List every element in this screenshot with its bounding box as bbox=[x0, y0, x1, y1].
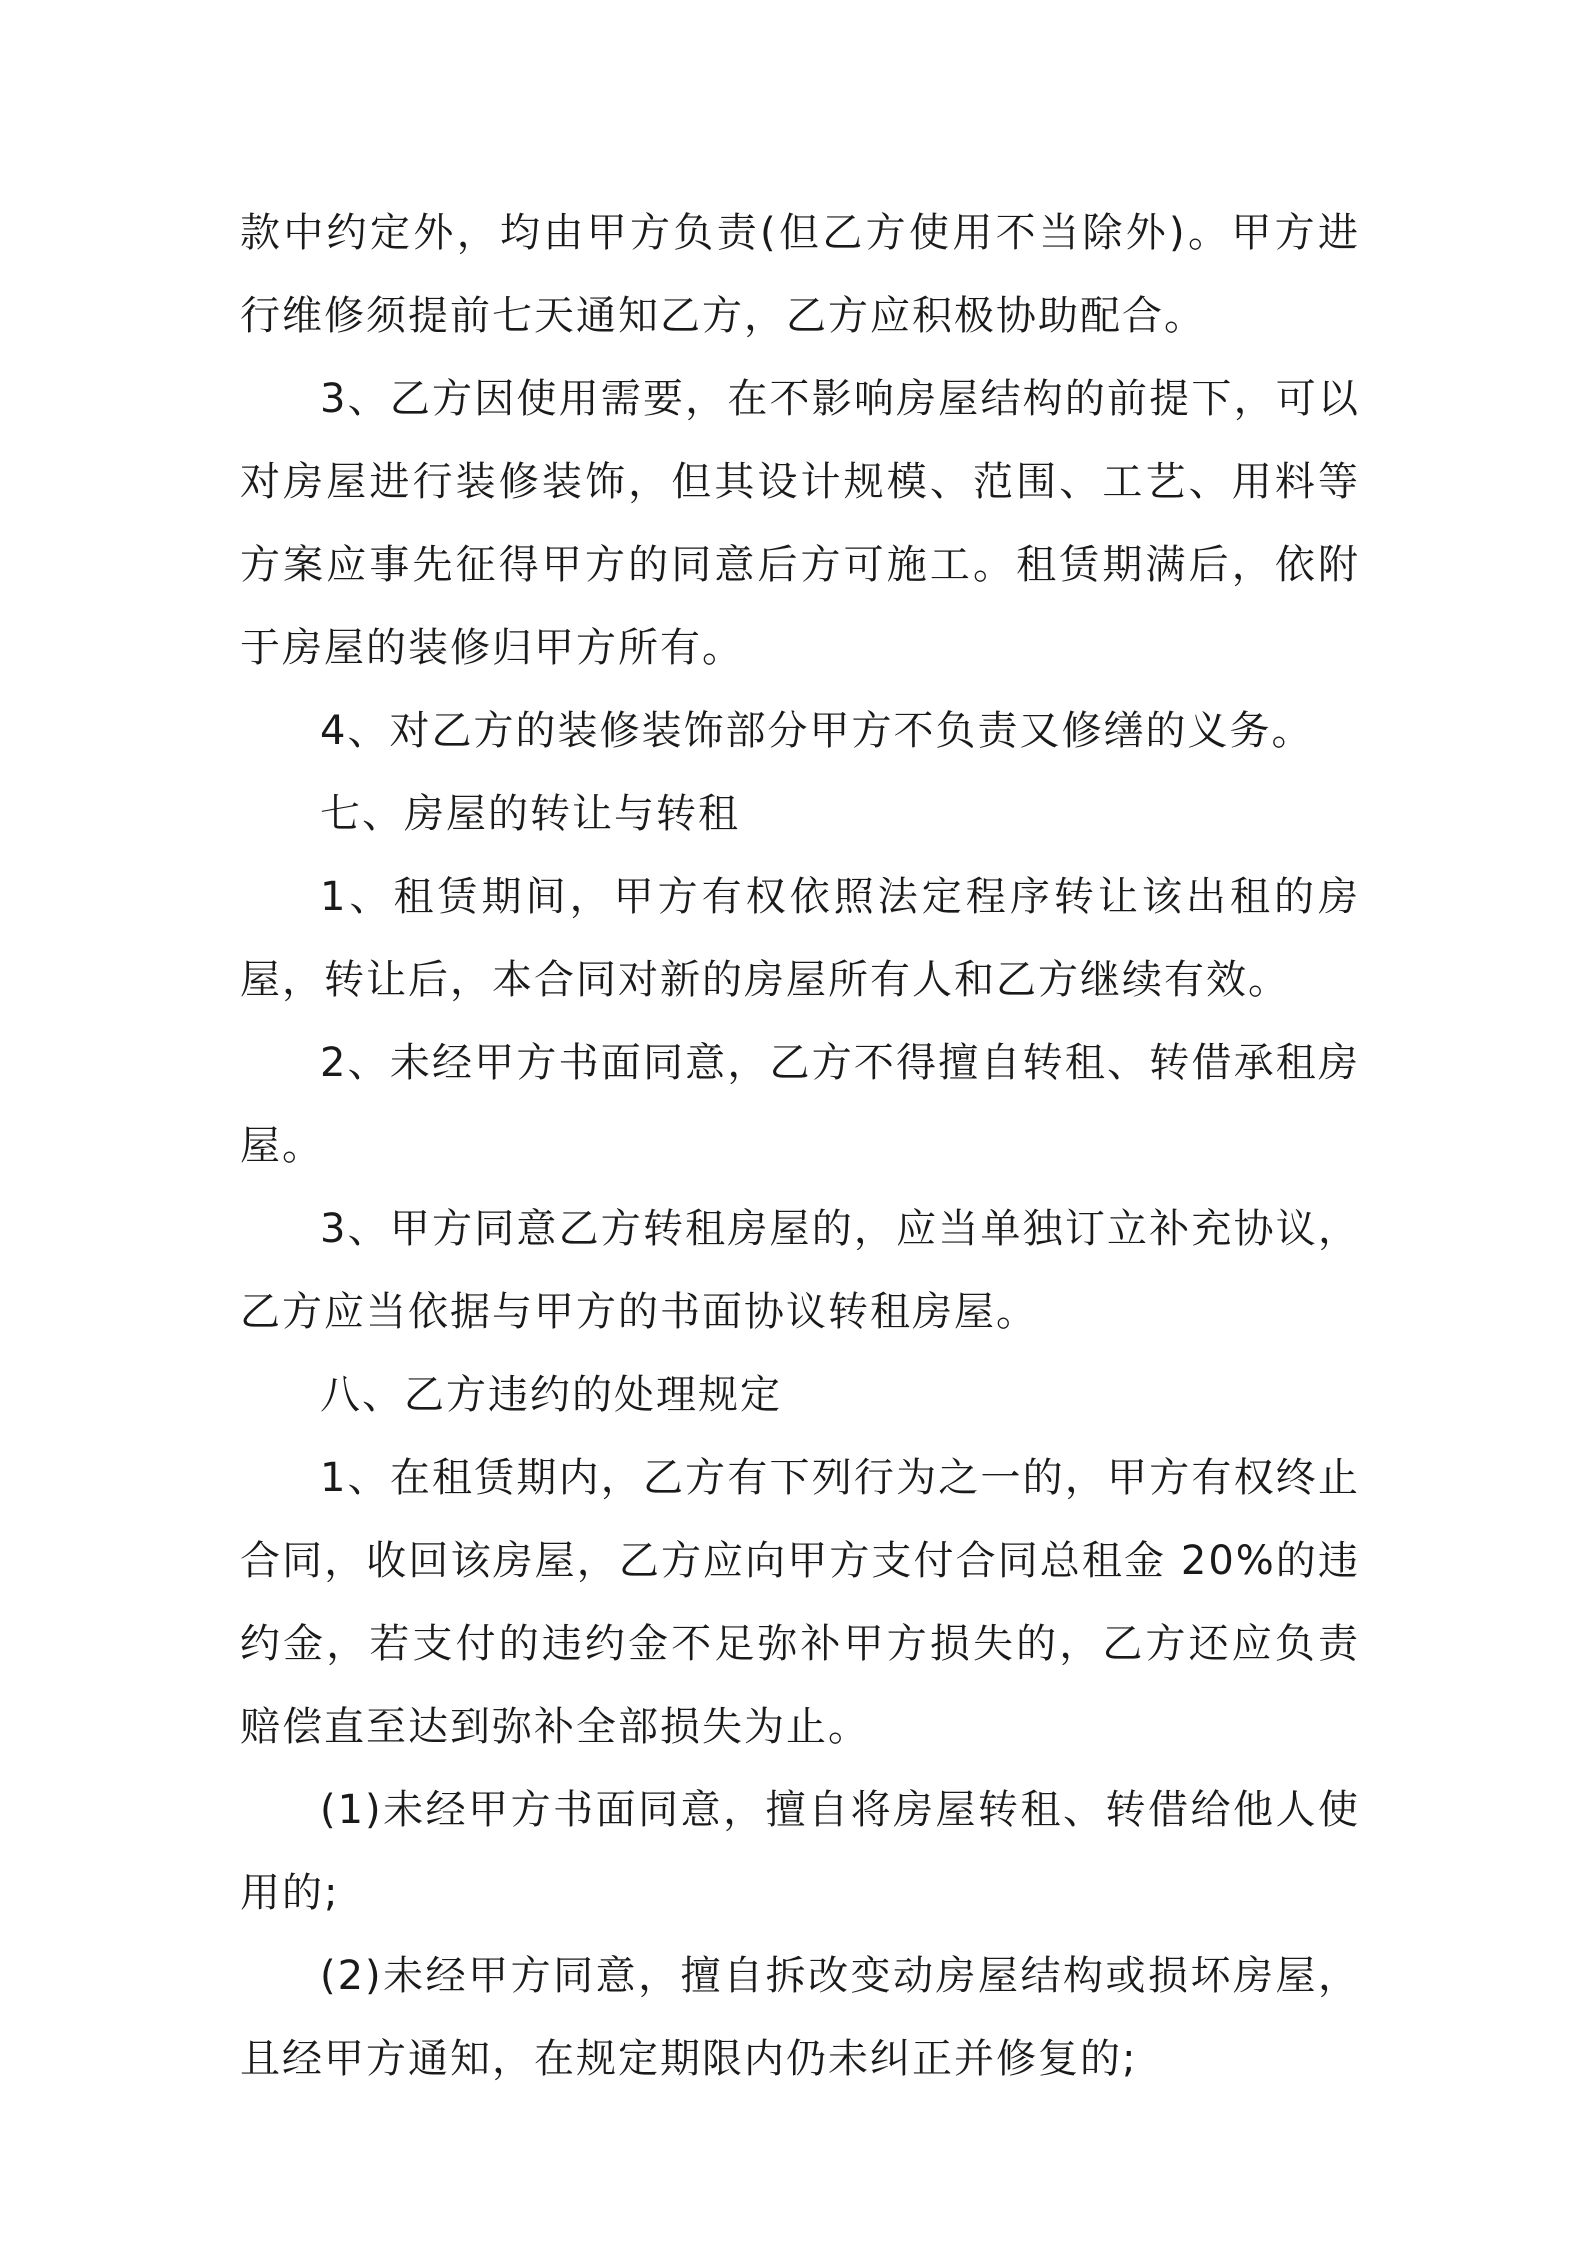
section-heading-8: 八、乙方违约的处理规定 bbox=[320, 1372, 782, 1418]
paragraph-item-2: (2)未经甲方同意，擅自拆改变动房屋结构或损坏房屋，且经甲方通知，在规定期限内仍未纠正并修复的; bbox=[240, 1953, 1360, 2082]
paragraph-maintenance-continued: 款中约定外，均由甲方负责(但乙方使用不当除外)。甲方进行维修须提前七天通知乙方，乙方应积极协助配合。 bbox=[240, 210, 1360, 339]
paragraph-clause-7-1: 1、租赁期间，甲方有权依照法定程序转让该出租的房屋，转让后，本合同对新的房屋所有人和乙方继续有效。 bbox=[240, 874, 1360, 1003]
section-heading-7: 七、房屋的转让与转租 bbox=[320, 791, 740, 837]
paragraph-clause-7-3: 3、甲方同意乙方转租房屋的，应当单独订立补充协议，乙方应当依据与甲方的书面协议转租房屋。 bbox=[240, 1206, 1360, 1335]
paragraph-clause-8-1: 1、在租赁期内，乙方有下列行为之一的，甲方有权终止合同，收回该房屋，乙方应向甲方支付合同总租金 20%的违约金，若支付的违约金不足弥补甲方损失的，乙方还应负责赔偿直至达到弥补全部损失为止。 bbox=[240, 1455, 1360, 1750]
paragraph-clause-7-2: 2、未经甲方书面同意，乙方不得擅自转租、转借承租房屋。 bbox=[240, 1040, 1360, 1169]
paragraph-clause-6-3: 3、乙方因使用需要，在不影响房屋结构的前提下，可以对房屋进行装修装饰，但其设计规模、范围、工艺、用料等方案应事先征得甲方的同意后方可施工。租赁期满后，依附于房屋的装修归甲方所有。 bbox=[240, 376, 1360, 671]
paragraph-clause-6-4: 4、对乙方的装修装饰部分甲方不负责又修缮的义务。 bbox=[320, 708, 1314, 754]
document-page bbox=[240, 192, 1360, 2101]
paragraph-item-1: (1)未经甲方书面同意，擅自将房屋转租、转借给他人使用的; bbox=[240, 1787, 1360, 1916]
